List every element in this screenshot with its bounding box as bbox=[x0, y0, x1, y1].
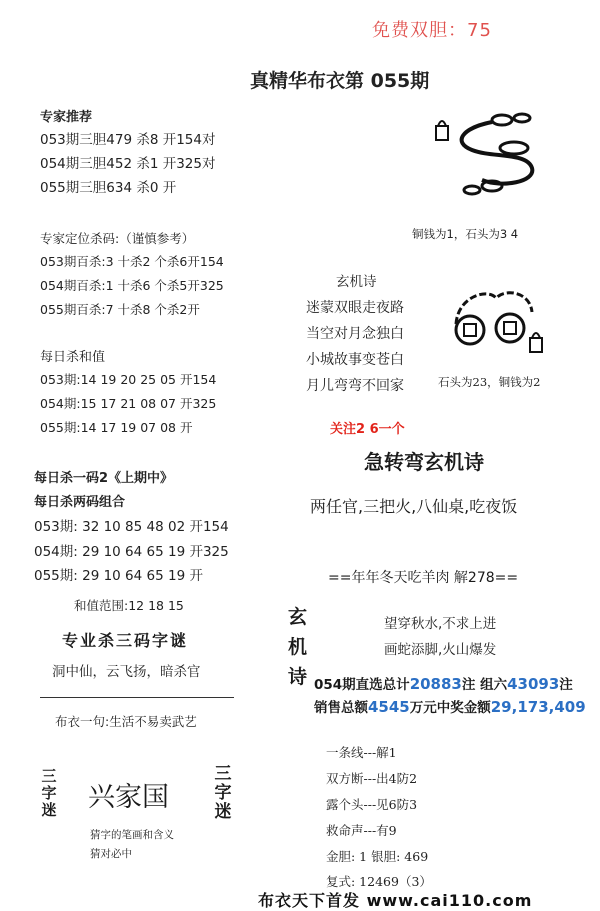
right-vertical-label: 三字迷 bbox=[214, 764, 232, 822]
position-kill-line-055: 055期百杀:7 十杀8 个杀2开 bbox=[40, 302, 200, 317]
position-kill-heading: 专家定位杀码:（谨慎参考） bbox=[40, 231, 195, 246]
poem2-line-2: 画蛇添脚,火山爆发 bbox=[384, 642, 497, 658]
left-vertical-label: 三字迷 bbox=[41, 767, 57, 819]
sales-row-1 bbox=[314, 673, 573, 693]
sales-label-direct: 054期直选总计 bbox=[314, 677, 410, 693]
sales-total-amount: 4545 bbox=[368, 698, 410, 716]
sales-direct-count: 20883 bbox=[409, 675, 462, 693]
sales-prize-amount: 29,173,409 bbox=[490, 698, 586, 716]
sales-row-2 bbox=[314, 696, 586, 716]
riddle-main-word: 兴家国 bbox=[88, 782, 169, 813]
free-double-label: 免费双胆：75 bbox=[372, 20, 492, 41]
page-title: 真精华布衣第 055期 bbox=[250, 70, 430, 92]
clue-line-1: 一条线---解1 bbox=[326, 745, 397, 760]
picture-caption-1: 铜钱为1，石头为3 4 bbox=[412, 227, 519, 241]
sales-label-unit: 注 bbox=[559, 677, 573, 693]
riddle-heading: 专业杀三码字谜 bbox=[62, 631, 189, 650]
poem2-vertical-label: 玄机诗 bbox=[288, 606, 308, 688]
buyi-saying: 布衣一句:生活不易卖武艺 bbox=[55, 714, 197, 729]
sales-group-count: 43093 bbox=[507, 675, 560, 693]
daily-sum-line-053: 053期:14 19 20 25 05 开154 bbox=[40, 372, 217, 387]
focus-text: 关注2 6一个 bbox=[330, 422, 405, 437]
riddle-note-2: 猜对必中 bbox=[90, 848, 132, 860]
daily-sum-heading: 每日杀和值 bbox=[40, 350, 106, 365]
poem2-line-1: 望穿秋水,不求上进 bbox=[384, 616, 497, 632]
expert-line-053: 053期三胆479 杀8 开154对 bbox=[40, 132, 216, 148]
poem-line-1: 迷蒙双眼走夜路 bbox=[306, 300, 404, 316]
sum-range: 和值范围:12 18 15 bbox=[74, 598, 184, 613]
position-kill-line-054: 054期百杀:1 十杀6 个杀5开325 bbox=[40, 278, 224, 293]
expert-line-054: 054期三胆452 杀1 开325对 bbox=[40, 156, 216, 172]
daily-two-heading: 每日杀两码组合 bbox=[34, 495, 126, 510]
jizhuanwan-title: 急转弯玄机诗 bbox=[364, 450, 484, 474]
riddle-text: 洞中仙，云飞扬，暗杀官 bbox=[52, 664, 201, 680]
footer-site: 布衣天下首发 www.cai110.com bbox=[258, 891, 533, 910]
clue-line-2: 双方断---出4防2 bbox=[326, 771, 418, 786]
sales-label-group: 注 组六 bbox=[461, 677, 508, 693]
riddle-note-1: 猜字的笔画和含义 bbox=[90, 829, 174, 841]
stone-coin-drawing-2 bbox=[448, 282, 548, 364]
clue-line-5: 金胆: 1 银胆: 469 bbox=[326, 849, 429, 864]
picture-caption-2: 石头为23，铜钱为2 bbox=[438, 375, 541, 389]
expert-heading: 专家推荐 bbox=[40, 110, 93, 125]
poem-line-2: 当空对月念独白 bbox=[306, 326, 404, 342]
daily-sum-line-055: 055期:14 17 19 07 08 开 bbox=[40, 420, 193, 435]
xuanji-heading: 玄机诗 bbox=[336, 274, 377, 290]
daily-one-line-055: 055期: 29 10 64 65 19 开 bbox=[34, 568, 203, 584]
clue-line-6: 复式: 12469（3） bbox=[326, 874, 432, 889]
daily-sum-line-054: 054期:15 17 21 08 07 开325 bbox=[40, 396, 217, 411]
clue-line-4: 救命声---有9 bbox=[326, 823, 397, 838]
poem-line-4: 月儿弯弯不回家 bbox=[306, 378, 404, 394]
position-kill-line-053: 053期百杀:3 十杀2 个杀6开154 bbox=[40, 254, 224, 269]
answer-banner: ==年年冬天吃羊肉 解278== bbox=[328, 570, 519, 586]
sales-label-total: 销售总额 bbox=[314, 700, 368, 716]
daily-one-line-054: 054期: 29 10 64 65 19 开325 bbox=[34, 544, 229, 560]
daily-one-line-053: 053期: 32 10 85 48 02 开154 bbox=[34, 519, 229, 535]
divider bbox=[40, 697, 234, 698]
stone-coin-drawing-1 bbox=[432, 108, 562, 198]
clue-line-3: 露个头---见6防3 bbox=[326, 797, 418, 812]
poem-line-3: 小城故事变苍白 bbox=[306, 352, 404, 368]
expert-line-055: 055期三胆634 杀0 开 bbox=[40, 180, 177, 196]
daily-one-heading: 每日杀一码2《上期中》 bbox=[34, 471, 174, 486]
jizhuanwan-phrase: 两任官,三把火,八仙桌,吃夜饭 bbox=[310, 497, 518, 516]
sales-label-prize: 万元中奖金额 bbox=[409, 700, 491, 716]
